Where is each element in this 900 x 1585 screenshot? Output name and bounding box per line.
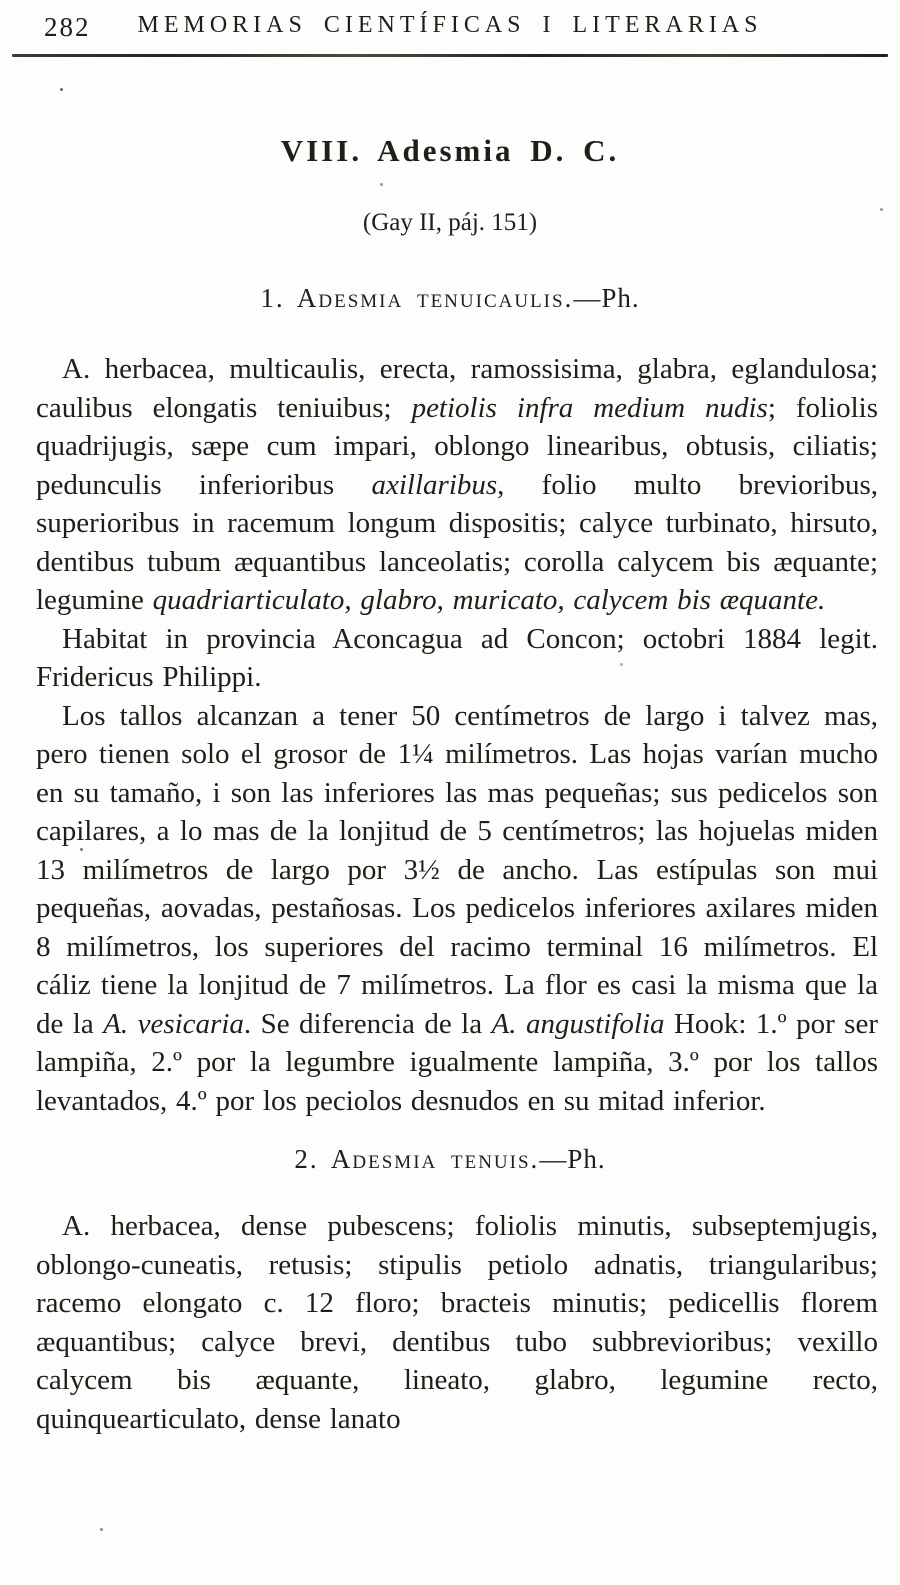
genus-heading: VIII. Adesmia D. C. bbox=[280, 133, 620, 168]
species-2-author: —Ph. bbox=[539, 1144, 606, 1174]
species-2-name: 2. Adesmia tenuis. bbox=[294, 1144, 540, 1174]
running-title: MEMORIAS CIENTÍFICAS I LITERARIAS bbox=[137, 12, 763, 38]
body-text-2 bbox=[0, 1207, 900, 1438]
species-1-author: —Ph. bbox=[573, 283, 640, 313]
species-1-name: 1. Adesmia tenuicaulis. bbox=[260, 283, 574, 313]
header-rule bbox=[12, 54, 888, 57]
page-number: 282 bbox=[44, 12, 91, 42]
species-2-diagnosis-paragraph: A. herbacea, dense pubescens; foliolis minutis, subseptemjugis, oblongo-cuneatis, retusis; stipulis petiolo adnatis, triangularibus; racemo elongato c. 12 floro; bracteis minutis; pedicellis florem æquantibus; calyce brevi, dentibus tubo subbrevioribus; vexillo calycem bis æquante, lineato, glabro, legumine recto, quinquearticulato, dense lanato bbox=[36, 1210, 878, 1435]
species-1-diagnosis-paragraph: A. herbacea, multicaulis, erecta, ramossisima, glabra, eglandulosa; caulibus elongatis teniuibus; petiolis infra medium nudis; foliolis quadrijugis, sæpe cum impari, oblongo linearibus, obtusis, ciliatis; pedunculis inferioribus axillaribus, folio multo brevioribus, superioribus in racemum longum dispositis; calyce turbinato, hirsuto, dentibus tubum æquantibus lanceolatis; corolla calycem bis æquante; legumine quadriarticulato, glabro, muricato, calycem bis æquante. bbox=[36, 353, 878, 616]
running-head bbox=[0, 0, 900, 50]
genus-reference: (Gay II, páj. 151) bbox=[362, 209, 538, 236]
body-text bbox=[0, 350, 900, 1120]
species-2-heading bbox=[0, 1144, 900, 1175]
species-1-habitat-paragraph: Habitat in provincia Aconcagua ad Concon; octobri 1884 legit. Fridericus Philippi. bbox=[36, 622, 878, 693]
species-1-description-paragraph: Los tallos alcanzan a tener 50 centímetros de largo i talvez mas, pero tienen solo el grosor de 1¼ milímetros. Las hojas varían mucho en su tamaño, i son las inferiores las mas pequeñas; sus pedicelos son capilares, a lo mas de la lonjitud de 5 centímetros; las hojuelas miden 13 milímetros de largo por 3½ de ancho. Las estípulas son mui pequeñas, aovadas, pestañosas. Los pedicelos inferiores axilares miden 8 milímetros, los superiores del racimo terminal 16 milímetros. El cáliz tiene la lonjitud de 7 milímetros. La flor es casi la misma que la de la A. vesicaria. Se diferencia de la A. angustifolia Hook: 1.º por ser lampiña, 2.º por la legumbre igualmente lampiña, 3.º por los tallos levantados, 4.º por los peciolos desnudos en su mitad inferior. bbox=[36, 699, 878, 1117]
species-1-heading bbox=[0, 283, 900, 314]
